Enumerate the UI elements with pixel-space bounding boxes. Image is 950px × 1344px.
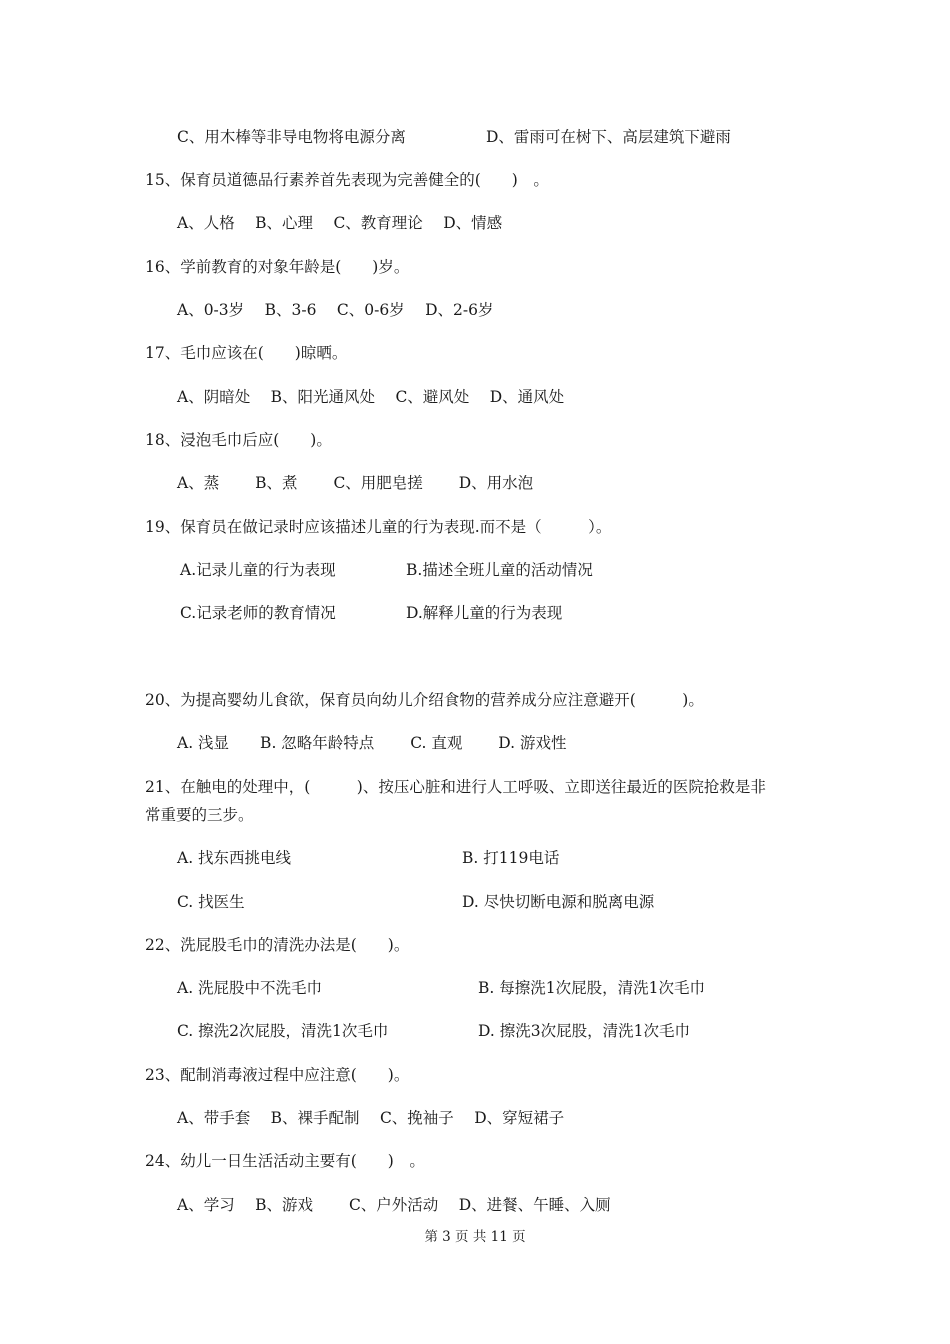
question-19: 19、保育员在做记录时应该描述儿童的行为表现.而不是（ ）。 (145, 518, 612, 536)
question-21-option-b: B. 打119电话 (462, 849, 560, 867)
question-15: 15、保育员道德品行素养首先表现为完善健全的( ) 。 (145, 171, 549, 189)
question-20-options: A. 浅显 B. 忽略年龄特点 C. 直观 D. 游戏性 (177, 734, 567, 752)
question-23-options: A、带手套 B、裸手配制 C、挽袖子 D、穿短裙子 (177, 1109, 565, 1127)
question-24: 24、幼儿一日生活活动主要有( ) 。 (145, 1152, 425, 1170)
question-21-option-c: C. 找医生 (177, 893, 245, 911)
question-22-option-d: D. 擦洗3次屁股，清洗1次毛巾 (478, 1022, 690, 1040)
question-16-options: A、0-3岁 B、3-6 C、0-6岁 D、2-6岁 (177, 301, 494, 319)
question-19-option-b: B.描述全班儿童的活动情况 (406, 561, 593, 579)
question-24-options: A、学习 B、游戏 C、户外活动 D、进餐、午睡、入厕 (177, 1196, 611, 1214)
q14-option-c: C、用木棒等非导电物将电源分离 (177, 128, 406, 146)
question-21-line-1: 21、在触电的处理中，( )、按压心脏和进行人工呼吸、立即送往最近的医院抢救是非 (145, 778, 766, 796)
question-18: 18、浸泡毛巾后应( )。 (145, 431, 332, 449)
question-22: 22、洗屁股毛巾的清洗办法是( )。 (145, 936, 410, 954)
question-17: 17、毛巾应该在( )晾晒。 (145, 344, 348, 362)
question-20: 20、为提高婴幼儿食欲，保育员向幼儿介绍食物的营养成分应注意避开( )。 (145, 691, 704, 709)
q14-option-d: D、雷雨可在树下、高层建筑下避雨 (486, 128, 731, 146)
question-21-option-a: A. 找东西挑电线 (177, 849, 292, 867)
question-19-option-c: C.记录老师的教育情况 (180, 604, 336, 622)
page-footer: 第 3 页 共 11 页 (424, 1229, 526, 1245)
question-17-options: A、阴暗处 B、阳光通风处 C、避风处 D、通风处 (177, 388, 565, 406)
question-21-option-d: D. 尽快切断电源和脱离电源 (462, 893, 655, 911)
question-23: 23、配制消毒液过程中应注意( )。 (145, 1066, 410, 1084)
question-22-option-c: C. 擦洗2次屁股，清洗1次毛巾 (177, 1022, 389, 1040)
question-18-options: A、蒸 B、煮 C、用肥皂搓 D、用水泡 (177, 474, 534, 492)
question-19-option-a: A.记录儿童的行为表现 (180, 561, 336, 579)
question-16: 16、学前教育的对象年龄是( )岁。 (145, 258, 410, 276)
question-22-option-a: A. 洗屁股中不洗毛巾 (177, 979, 323, 997)
question-19-option-d: D.解释儿童的行为表现 (406, 604, 563, 622)
question-22-option-b: B. 每擦洗1次屁股，清洗1次毛巾 (478, 979, 705, 997)
question-21-line-2: 常重要的三步。 (145, 806, 254, 824)
question-15-options: A、人格 B、心理 C、教育理论 D、情感 (177, 214, 503, 232)
